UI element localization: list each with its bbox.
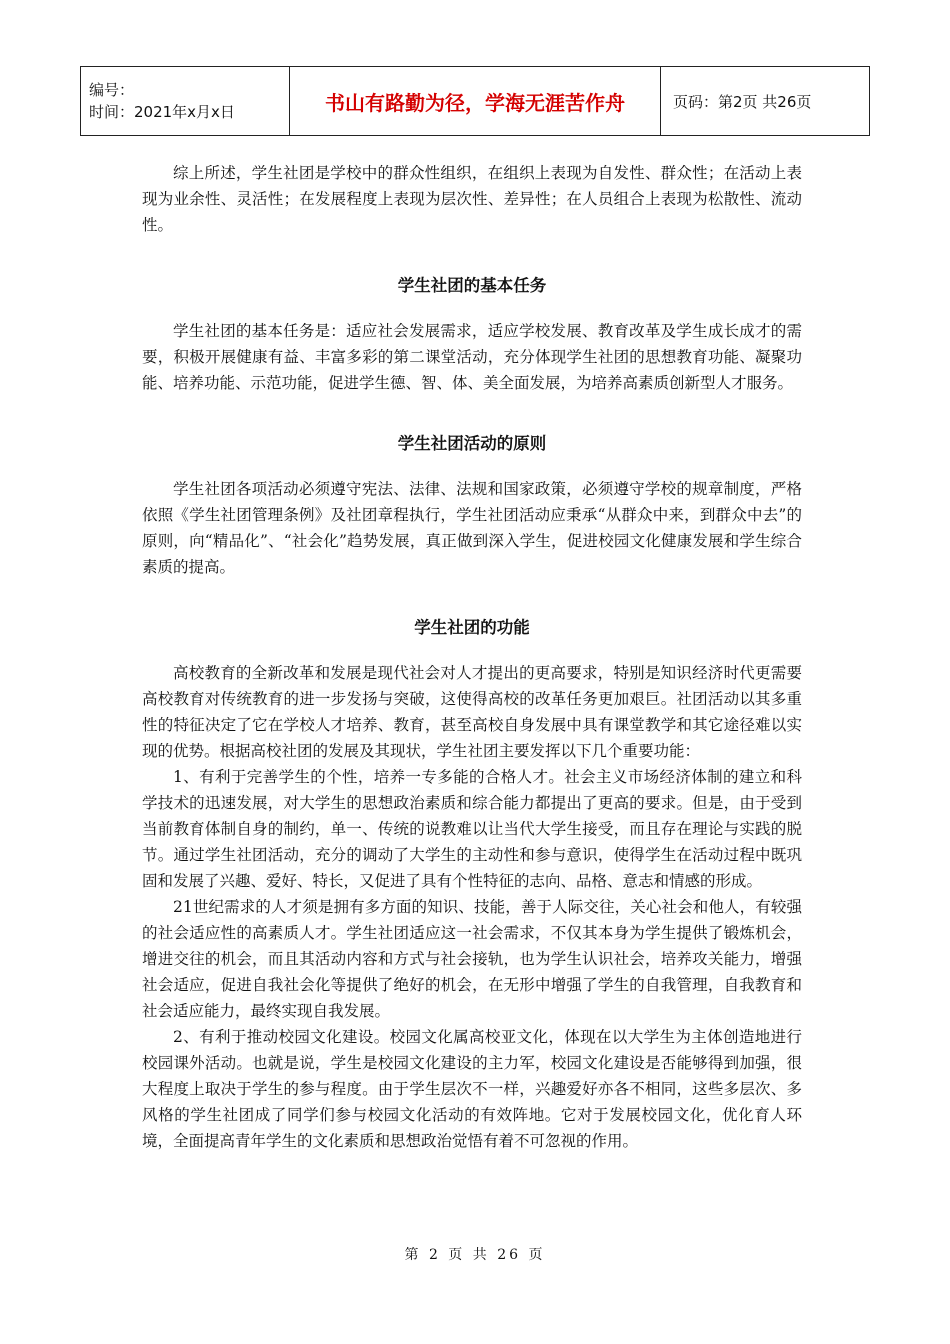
header-page-label: 页码：第2页 共26页 [661,67,870,136]
document-body [142,160,802,1154]
principles-paragraph: 学生社团各项活动必须遵守宪法、法律、法规和国家政策，必须遵守学校的规章制度，严格依照《学生社团管理条例》及社团章程执行，学生社团活动应秉承“从群众中来，到群众中去”的原则，向“精品化”、“社会化”趋势发展，真正做到深入学生，促进校园文化健康发展和学生综合素质的提高。 [142,480,802,576]
section-title-functions: 学生社团的功能 [414,618,530,637]
document-date-label: 时间：2021年x月x日 [89,103,235,121]
header-table [80,66,870,136]
document-number-label: 编号： [89,81,135,99]
header-meta-cell [81,67,290,136]
basic-tasks-paragraph: 学生社团的基本任务是：适应社会发展需求，适应学校发展、教育改革及学生成长成才的需要，积极开展健康有益、丰富多彩的第二课堂活动，充分体现学生社团的思想教育功能、凝聚功能、培养功能、示范功能，促进学生德、智、体、美全面发展，为培养高素质创新型人才服务。 [142,322,802,392]
functions-paragraph-4: 2、有利于推动校园文化建设。校园文化属高校亚文化，体现在以大学生为主体创造地进行校园课外活动。也就是说，学生是校园文化建设的主力军，校园文化建设是否能够得到加强，很大程度上取决于学生的参与程度。由于学生层次不一样，兴趣爱好亦各不相同，这些多层次、多风格的学生社团成了同学们参与校园文化活动的有效阵地。它对于发展校园文化，优化育人环境，全面提高青年学生的文化素质和思想政治觉悟有着不可忽视的作用。 [142,1028,802,1150]
intro-paragraph: 综上所述，学生社团是学校中的群众性组织，在组织上表现为自发性、群众性；在活动上表现为业余性、灵活性；在发展程度上表现为层次性、差异性；在人员组合上表现为松散性、流动性。 [142,164,802,234]
header-motto: 书山有路勤为径，学海无涯苦作舟 [290,67,661,136]
functions-paragraph-3: 21世纪需求的人才须是拥有多方面的知识、技能，善于人际交往，关心社会和他人，有较强的社会适应性的高素质人才。学生社团适应这一社会需求，不仅其本身为学生提供了锻炼机会，增进交往的机会，而且其活动内容和方式与社会接轨，也为学生认识社会，培养攻关能力，增强社会适应，促进自我社会化等提供了绝好的机会，在无形中增强了学生的自我管理，自我教育和社会适应能力，最终实现自我发展。 [142,898,802,1020]
functions-paragraph-1: 高校教育的全新改革和发展是现代社会对人才提出的更高要求，特别是知识经济时代更需要高校教育对传统教育的进一步发扬与突破，这使得高校的改革任务更加艰巨。社团活动以其多重性的特征决定了它在学校人才培养、教育，甚至高校自身发展中具有课堂教学和其它途径难以实现的优势。根据高校社团的发展及其现状，学生社团主要发挥以下几个重要功能： [142,664,802,760]
functions-paragraph-2: 1、有利于完善学生的个性，培养一专多能的合格人才。社会主义市场经济体制的建立和科学技术的迅速发展，对大学生的思想政治素质和综合能力都提出了更高的要求。但是，由于受到当前教育体制自身的制约，单一、传统的说教难以让当代大学生接受，而且存在理论与实践的脱节。通过学生社团活动，充分的调动了大学生的主动性和参与意识，使得学生在活动过程中既巩固和发展了兴趣、爱好、特长，又促进了具有个性特征的志向、品格、意志和情感的形成。 [142,768,802,890]
section-title-basic-tasks: 学生社团的基本任务 [397,276,547,295]
page-footer: 第 2 页 共 26 页 [404,1247,546,1263]
section-title-principles: 学生社团活动的原则 [397,434,547,453]
